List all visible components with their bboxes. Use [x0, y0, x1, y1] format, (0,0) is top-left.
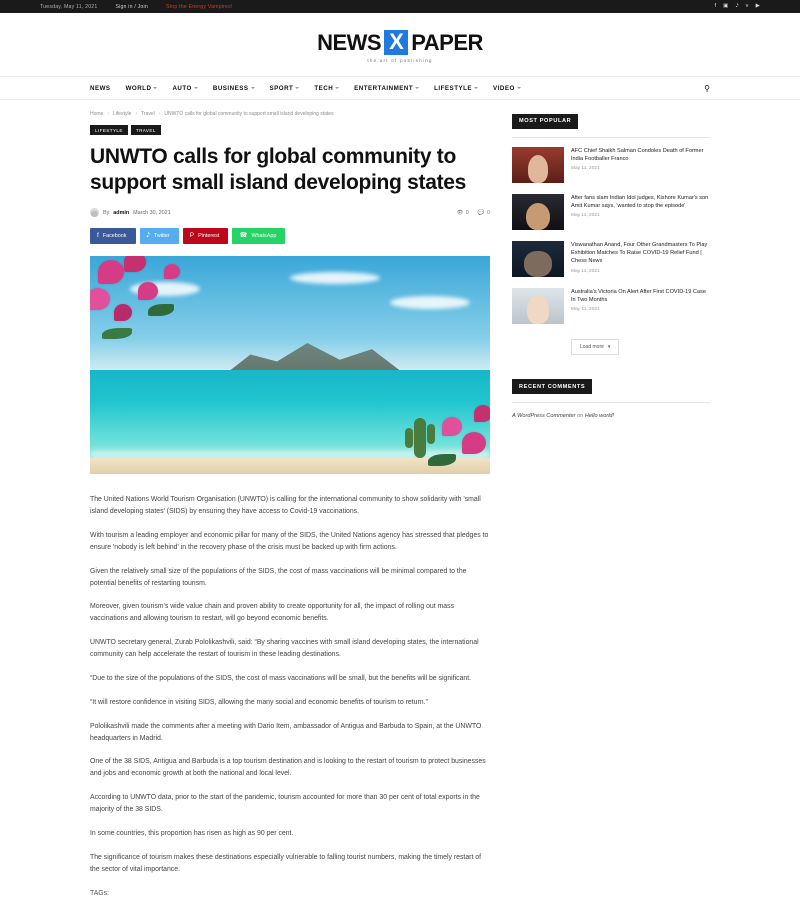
pinterest-icon: P	[189, 231, 195, 239]
article-tags-label: TAGs:	[90, 889, 110, 897]
search-icon[interactable]: ⚲	[704, 83, 710, 93]
article-hero-image	[90, 256, 490, 474]
breadcrumb-travel[interactable]: Travel	[141, 111, 155, 117]
comment-on-label: on	[577, 413, 584, 419]
instagram-icon[interactable]: ▣	[723, 2, 729, 9]
article-paragraph: The significance of tourism makes these destinations especially vulnerable to falling tourist numbers, making the timely restart of the sector of vital importance.	[90, 853, 482, 873]
list-item-date: May 11, 2021	[571, 268, 600, 274]
breadcrumb-sep: ›	[135, 111, 138, 117]
hero-petal	[98, 260, 124, 284]
list-item-date: May 11, 2021	[571, 307, 600, 313]
widget-title-most-popular: MOST POPULAR	[512, 114, 578, 129]
article-paragraph: In some countries, this proportion has risen as high as 90 per cent.	[90, 829, 294, 837]
load-more-button[interactable]	[571, 339, 619, 355]
article-paragraph: Given the relatively small size of the populations of the SIDS, the cost of mass vaccinations will be minimal compared to the potential benefits of restarting tourism.	[90, 567, 467, 587]
list-item[interactable]	[512, 147, 710, 183]
breadcrumb-sep: ›	[158, 111, 161, 117]
logo-x: X	[384, 30, 408, 55]
share-bar	[90, 228, 490, 244]
share-twitter-button[interactable]	[140, 228, 179, 244]
chevron-down-icon	[194, 87, 198, 89]
breadcrumb-home[interactable]: Home	[90, 111, 104, 117]
list-item[interactable]	[512, 241, 710, 277]
article-paragraph: One of the 38 SIDS, Antigua and Barbuda is a top tourism destination and is looking to the restart of tourism to protect businesses and jobs and economic growth at both the national and local level.	[90, 758, 486, 778]
hero-petal	[462, 432, 486, 454]
share-pinterest-button[interactable]	[183, 228, 229, 244]
list-item-text	[571, 194, 710, 219]
publish-date: March 30, 2021	[133, 209, 171, 216]
current-date: Tuesday, May 11, 2021	[40, 3, 98, 10]
list-item-text	[571, 147, 710, 172]
hero-leaf	[148, 304, 174, 316]
nav-item-lifestyle[interactable]	[434, 85, 478, 92]
nav-label: SPORT	[269, 84, 294, 92]
twitter-icon: 𝅘𝅥𝅯	[146, 231, 150, 239]
chevron-down-icon	[415, 87, 419, 89]
hero-petal	[442, 417, 462, 436]
breadcrumb	[90, 109, 490, 125]
thumbnail	[512, 194, 564, 230]
comment-count	[478, 210, 490, 216]
list-item-headline[interactable]: Viswanathan Anand, Four Other Grandmasters To Play Exhibition Matches To Raise COVID-19 Relief Fund | Chess News	[571, 241, 708, 265]
top-bar	[0, 0, 800, 13]
nav-item-tech[interactable]	[314, 85, 339, 92]
byline	[90, 208, 490, 228]
youtube-icon[interactable]: ▶	[755, 2, 760, 9]
list-item-headline[interactable]: Australia's Victoria On Alert After First COVID-19 Case In Two Months	[571, 288, 706, 303]
article-paragraph: Pololikashvili made the comments after a meeting with Dario Item, ambassador of Antigua and Barbuda to Spain, at the UNWTO headquarters in Madrid.	[90, 722, 482, 742]
sidebar	[512, 109, 710, 911]
load-more-label: Load more	[580, 343, 604, 350]
author-name[interactable]: admin	[113, 209, 130, 216]
logo-band	[0, 13, 800, 76]
nav-item-sport[interactable]	[270, 85, 300, 92]
comment-post-title[interactable]: Hello world!	[584, 413, 615, 419]
chevron-down-icon	[517, 87, 521, 89]
article-paragraph: UNWTO secretary general, Zurab Pololikashvili, said: “By sharing vaccines with small island developing states, the international community can help accelerate the restart of tourism in these leading destinations.	[90, 639, 479, 659]
logo-part2: PAPER	[411, 29, 483, 55]
hero-leaf	[428, 454, 456, 466]
hero-petal	[114, 304, 132, 321]
site-logo[interactable]	[317, 30, 483, 63]
by-label: By	[103, 209, 110, 216]
list-item[interactable]	[512, 194, 710, 230]
chevron-down-icon	[251, 87, 255, 89]
hero-petal	[124, 256, 146, 272]
share-label: Pinterest	[198, 233, 220, 240]
category-tags	[90, 125, 490, 135]
chevron-down-icon	[474, 87, 478, 89]
nav-label: WORLD	[125, 84, 152, 92]
nav-item-news[interactable]	[90, 85, 111, 92]
view-count	[456, 210, 468, 216]
nav-label: VIDEO	[493, 84, 515, 92]
logo-tagline: the art of publishing	[367, 58, 433, 63]
hero-petal	[138, 282, 158, 300]
share-label: WhatsApp	[251, 233, 277, 240]
logo-part1: NEWS	[317, 29, 382, 55]
facebook-icon[interactable]: f	[714, 2, 717, 9]
twitter-icon[interactable]: 𝅘𝅥𝅯	[735, 2, 739, 9]
hot-news-link[interactable]: Stop the Energy Vampires!	[165, 3, 233, 10]
eye-icon: 👁	[456, 209, 464, 216]
nav-label: BUSINESS	[212, 84, 249, 92]
hero-petal	[90, 288, 110, 310]
article-body	[90, 494, 490, 899]
share-label: Twitter	[153, 233, 170, 240]
list-item[interactable]	[512, 288, 710, 324]
whatsapp-icon: ☎	[239, 231, 248, 239]
hero-petal	[474, 405, 490, 422]
nav-item-business[interactable]	[213, 85, 255, 92]
article-paragraph: According to UNWTO data, prior to the start of the pandemic, tourism accounted for more than 30 per cent of total exports in the majority of the 38 SIDS.	[90, 794, 480, 814]
nav-item-world[interactable]	[126, 85, 158, 92]
share-facebook-button[interactable]	[90, 228, 136, 244]
comment-author[interactable]: A WordPress Commenter	[512, 413, 576, 419]
hero-leaf	[102, 328, 132, 339]
thumbnail	[512, 288, 564, 324]
comment-icon: 💬	[477, 209, 485, 216]
chevron-down-icon: ▾	[607, 343, 611, 350]
breadcrumb-current: UNWTO calls for global community to support small island developing states	[164, 111, 334, 117]
nav-item-video[interactable]	[493, 85, 521, 92]
list-item-date: May 11, 2021	[571, 166, 600, 172]
article-paragraph: Moreover, given tourism's wide value chain and proven ability to create opportunity for all, the impact of rolling out mass vaccinations and allowing tourism to restart, will go beyond economic benefits.	[90, 603, 455, 623]
list-item	[512, 412, 710, 421]
nav-label: LIFESTYLE	[434, 84, 473, 92]
list-item-headline[interactable]: After fans slam Indian Idol judges, Kishore Kumar's son Amit Kumar says, 'wanted to stop the episode'	[571, 194, 709, 209]
chevron-down-icon	[335, 87, 339, 89]
tag-lifestyle[interactable]: LIFESTYLE	[90, 125, 128, 135]
hero-petal	[164, 264, 180, 279]
list-item-date: May 11, 2021	[571, 213, 600, 219]
logo-wordmark	[317, 30, 483, 55]
nav-label: ENTERTAINMENT	[354, 84, 414, 92]
view-count-value: 0	[465, 209, 469, 216]
widget-most-popular	[512, 109, 710, 355]
sign-in-link[interactable]: Sign in / Join	[115, 3, 148, 10]
article-meta	[456, 210, 490, 216]
share-label: Facebook	[102, 233, 127, 240]
article-paragraph: With tourism a leading employer and economic pillar for many of the SIDS, the United Nations agency has stressed that pledges to ensure 'nobody is left behind' in the recovery phase of the crisis must be backed up with firm actions.	[90, 531, 489, 551]
hero-flowers-right	[346, 364, 490, 474]
comment-count-value: 0	[487, 209, 490, 216]
chevron-down-icon	[153, 87, 157, 89]
social-links	[714, 4, 760, 10]
main-nav	[90, 77, 710, 99]
list-item-headline[interactable]: AFC Chief Shaikh Salman Condoles Death of Former India Footballer Franco	[571, 147, 704, 162]
thumbnail	[512, 147, 564, 183]
main-nav-bar	[0, 76, 800, 100]
chevron-down-icon	[295, 87, 299, 89]
list-item-text	[571, 241, 710, 274]
divider	[512, 137, 710, 138]
share-whatsapp-button[interactable]	[232, 228, 285, 244]
article-paragraph: “Due to the size of the populations of the SIDS, the cost of mass vaccinations will be small, but the benefits will be significant.	[90, 674, 472, 682]
nav-item-auto[interactable]	[172, 85, 197, 92]
page-container	[90, 100, 710, 911]
article-paragraph: “It will restore confidence in visiting SIDS, allowing the many social and economic benefits of tourism to return.”	[90, 698, 428, 706]
article-column	[90, 109, 490, 911]
hero-flowers-left	[90, 256, 258, 372]
tag-travel[interactable]: TRAVEL	[131, 125, 161, 135]
widget-title-recent-comments: RECENT COMMENTS	[512, 379, 592, 394]
nav-label: NEWS	[90, 84, 111, 92]
vimeo-icon[interactable]: v	[745, 2, 749, 9]
facebook-icon: f	[97, 231, 99, 239]
avatar	[90, 208, 99, 217]
thumbnail	[512, 241, 564, 277]
widget-recent-comments	[512, 375, 710, 421]
article-paragraph: The United Nations World Tourism Organisation (UNWTO) is calling for the international community to show solidarity with 'small island developing states' (SIDS) by ensuring they have access to Covid-19 vaccinations.	[90, 496, 481, 516]
divider	[512, 402, 710, 403]
list-item-text	[571, 288, 710, 313]
breadcrumb-sep: ›	[107, 111, 110, 117]
breadcrumb-lifestyle[interactable]: Lifestyle	[113, 111, 132, 117]
page-title: UNWTO calls for global community to support small island developing states	[90, 145, 467, 194]
nav-label: TECH	[314, 84, 334, 92]
nav-item-entertainment[interactable]	[354, 85, 419, 92]
nav-label: AUTO	[172, 84, 192, 92]
